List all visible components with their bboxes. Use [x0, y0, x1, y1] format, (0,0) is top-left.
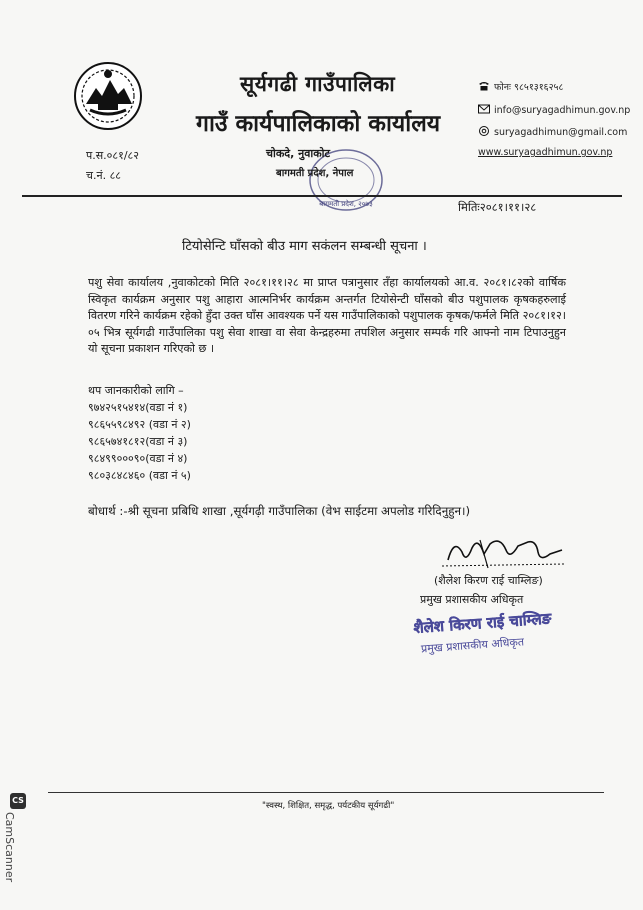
reference-number: प.स.०८१/८२: [86, 149, 139, 162]
handwritten-signature: [440, 534, 570, 572]
camscanner-logo-icon: CS: [10, 793, 26, 809]
signatory-name: (शैलेश किरण राई चाम्लिङ): [434, 574, 543, 587]
website-link[interactable]: www.suryagadhimun.gov.np: [478, 147, 613, 158]
email-1[interactable]: info@suryagadhimun.gov.np: [494, 105, 631, 116]
date-label: मितिः: [458, 200, 480, 214]
contact-item: ९८६५५९८४९२ (वडा नं २): [88, 418, 191, 431]
contact-item: ९८४९९०००९०(वडा नं ४): [88, 452, 188, 465]
footer-motto: "स्वस्थ, शिक्षित, समृद्ध, पर्यटकीय सूर्यगढी": [262, 801, 395, 811]
camscanner-watermark: [2, 812, 32, 900]
signatory-stamp: [410, 607, 588, 657]
contact-item: ९८०३८४८४६० (वडा नं ५): [88, 469, 191, 482]
notice-paragraph: पशु सेवा कार्यालय ,नुवाकोटको मिति २०८१।११।२८ मा प्राप्त पत्रानुसार तँहा कार्यालयको आ.व. २०८१।८२को वार्षिक स्विकृत कार्यक्रम अनुसार पशु आहारा आत्मनिर्भर कार्यक्रम अन्तर्गत टियोसेन्टी घाँसको बीउ पशुपालक कृषकहरुलाई वितरण गरिने कार्यक्रम रहेको हुँदा उक्त घाँस आवश्यक पर्ने यस गाउँपालिकाको पशुपालक कृषक/फर्मले मिति २०८१।१२।०५ भित्र सूर्यगढी गाउँपालिका पशु सेवा शाखा वा सेवा केन्द्रहरुमा तपशिल अनुसार सम्पर्क गरि आफ्नो नाम टिपाउनुहुन यो सूचना प्रकाशन गरिएको छ ।: [88, 276, 566, 355]
phone-icon: [478, 81, 490, 91]
notice-subject: टियोसेन्टि घाँसको बीउ माग सकंलन सम्बन्धी सूचना ।: [182, 239, 427, 254]
municipality-emblem-logo: [72, 60, 144, 132]
stamp-title: प्रमुख प्रशासकीय अधिकृत: [420, 635, 525, 656]
signatory-title: प्रमुख प्रशासकीय अधिकृत: [420, 593, 524, 606]
at-icon: [478, 126, 490, 136]
address-line-1: चोकदे, नुवाकोट: [266, 147, 331, 160]
stamp-name: शैलेश किरण राई चाम्लिङ: [412, 609, 552, 637]
email-2[interactable]: suryagadhimun@gmail.com: [494, 127, 628, 138]
camscanner-label: CamScanner: [3, 812, 16, 883]
phone-label: फोनः: [494, 82, 511, 93]
footer-divider: [48, 792, 604, 793]
email-line-1: [478, 104, 630, 116]
date-value: २०८१।११।२८: [479, 200, 537, 214]
phone-line: [478, 80, 563, 93]
office-name: गाउँ कार्यपालिकाको कार्यालय: [196, 111, 441, 137]
header-divider: [22, 195, 622, 197]
seal-text: बागमती प्रदेश, २०७३: [319, 200, 373, 208]
email-icon: [478, 104, 490, 114]
address-line-2: बागमती प्रदेश, नेपाल: [276, 168, 354, 179]
more-info-label: थप जानकारीको लागि –: [88, 384, 184, 397]
dispatch-number: च.नं. ८८: [86, 169, 122, 182]
email-line-2: [478, 126, 627, 138]
contact-list: [88, 382, 191, 484]
date-line: [458, 200, 536, 215]
contact-item: ९७४२५१५४१४(वडा नं १): [88, 401, 188, 414]
contact-item: ९८६५७४१८१२(वडा नं ३): [88, 435, 188, 448]
phone-number: ९८५१३१६२५८: [514, 82, 564, 93]
municipality-name: सूर्यगढी गाउँपालिका: [240, 72, 396, 96]
cc-line: बोधार्थ :-श्री सूचना प्रबिधि शाखा ,सूर्यगढ़ी गाउँपालिका (वेभ साईटमा अपलोड गरिदिनुहुन।): [88, 504, 471, 518]
